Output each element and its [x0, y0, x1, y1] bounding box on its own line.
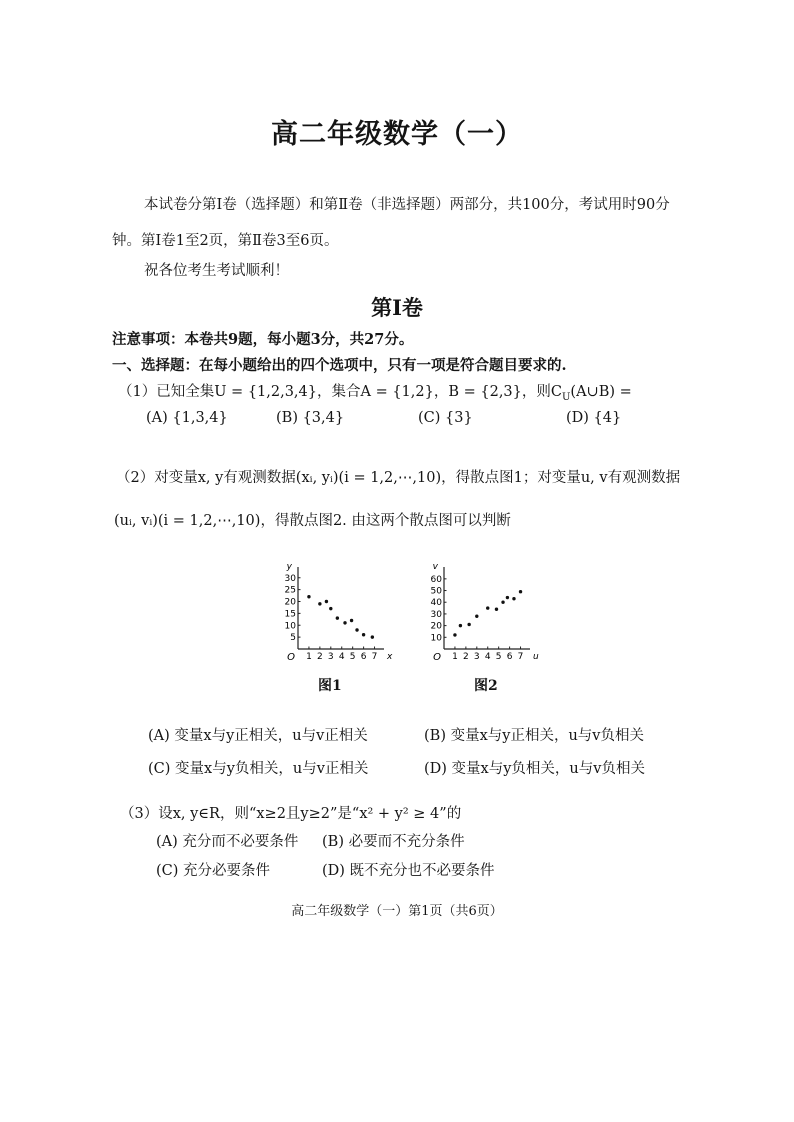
question-2-option-c: (C) 变量x与y负相关，u与v正相关 [148, 761, 369, 777]
plot2-x-tick-label-2: 3 [473, 652, 480, 662]
plot1-point-1 [318, 602, 321, 605]
question-1-option-a: (A) {1,3,4} [146, 410, 228, 426]
plot1-x-tick-label-1: 2 [316, 652, 323, 662]
plot2-y-tick-label-0: 10 [430, 633, 442, 644]
plot2-y-tick-label-1: 20 [430, 621, 442, 632]
plot2-x-tick-label-4: 5 [495, 652, 502, 662]
plot1-x-tick-label-3: 4 [338, 652, 345, 662]
question-1-stem [118, 380, 632, 403]
plot2-x-tick-label-3: 4 [484, 652, 491, 662]
question-3-option-b: (B) 必要而不充分条件 [322, 834, 465, 850]
plot1-point-6 [350, 619, 353, 622]
question-3-option-c: (C) 充分必要条件 [156, 863, 271, 879]
figure-2-caption: 图2 [474, 678, 498, 694]
plot1-point-2 [325, 600, 328, 603]
plot2-point-9 [519, 590, 522, 593]
plot1-y-tick-label-5: 30 [284, 573, 296, 584]
page-footer: 高二年级数学（一）第1页（共6页） [291, 904, 503, 919]
plot1-x-tick-label-0: 1 [306, 652, 312, 662]
question-1-stem-tail: (A∪B) = [570, 384, 632, 400]
question-3-option-a: (A) 充分而不必要条件 [156, 834, 299, 850]
question-1-option-b: (B) {3,4} [276, 410, 345, 426]
question-2-option-a: (A) 变量x与y正相关，u与v正相关 [148, 728, 368, 744]
plot2-x-tick-label-5: 6 [506, 652, 513, 662]
plot2-point-5 [495, 608, 498, 611]
plot2-x-axis-label: u [533, 652, 539, 662]
plot1-x-tick-label-5: 6 [360, 652, 367, 662]
plot1-x-tick-label-2: 3 [327, 652, 334, 662]
section-instruction: 一、选择题：在每小题给出的四个选项中，只有一项是符合题目要求的. [112, 357, 567, 374]
question-2-stem-line-1: （2）对变量x, y有观测数据(xᵢ, yᵢ)(i = 1,2,⋯,10)，得散点图1；对变量u, v有观测数据 [116, 470, 681, 486]
plot2-y-tick-label-5: 60 [430, 574, 442, 585]
plot1-x-tick-label-6: 7 [371, 652, 378, 662]
plot2-x-tick-label-1: 2 [462, 652, 469, 662]
plot2-point-4 [486, 606, 489, 609]
question-1-option-d: (D) {4} [566, 410, 622, 426]
plot2-point-8 [512, 597, 515, 600]
plot2-y-tick-label-3: 40 [430, 598, 442, 609]
page-title: 高二年级数学（一） [271, 119, 523, 150]
plot2-point-2 [467, 623, 470, 626]
section-notice: 注意事项：本卷共9题，每小题3分，共27分。 [112, 331, 414, 348]
plot1-y-tick-label-0: 5 [290, 633, 296, 644]
question-1-stem-subscript: U [561, 391, 571, 403]
plot1-point-3 [329, 607, 332, 610]
plot1-y-tick-label-3: 20 [284, 597, 296, 608]
question-2-option-d: (D) 变量x与y负相关，u与v负相关 [424, 761, 645, 777]
question-1-stem-main: （1）已知全集U = {1,2,3,4}，集合A = {1,2}，B = {2,3}，则C [118, 384, 562, 400]
plot2-x-tick-label-0: 1 [452, 652, 458, 662]
figure-1-caption: 图1 [318, 678, 342, 694]
plot2-x-tick-label-6: 7 [517, 652, 524, 662]
plot1-point-9 [371, 635, 374, 638]
intro-line-1: 本试卷分第Ⅰ卷（选择题）和第Ⅱ卷（非选择题）两部分，共100分，考试用时90分 [144, 197, 670, 213]
plot1-y-axis-label: y [286, 562, 292, 572]
plot2-point-7 [506, 596, 509, 599]
plot1-y-tick-label-2: 15 [284, 609, 296, 620]
plot1-y-tick-label-4: 25 [284, 585, 296, 596]
section-heading: 第Ⅰ卷 [371, 295, 423, 320]
plot1-y-tick-label-1: 10 [284, 621, 296, 632]
scatter-plot-1 [280, 560, 395, 665]
plot2-point-6 [501, 601, 504, 604]
plot1-point-4 [336, 616, 339, 619]
plot2-point-1 [459, 624, 462, 627]
plot1-point-7 [355, 628, 358, 631]
question-2-option-b: (B) 变量x与y正相关，u与v负相关 [424, 728, 644, 744]
plot1-point-5 [343, 621, 346, 624]
plot2-origin-label: O [433, 652, 441, 663]
plot1-point-0 [307, 595, 310, 598]
question-1-option-c: (C) {3} [418, 410, 473, 426]
plot1-origin-label: O [287, 652, 295, 663]
question-2-stem-line-2: (uᵢ, vᵢ)(i = 1,2,⋯,10)，得散点图2. 由这两个散点图可以判断 [114, 513, 511, 529]
plot2-y-axis-label: v [432, 562, 438, 572]
plot1-x-tick-label-4: 5 [349, 652, 356, 662]
plot2-point-3 [475, 615, 478, 618]
question-3-option-d: (D) 既不充分也不必要条件 [322, 863, 495, 879]
plot1-x-axis-label: x [387, 652, 393, 662]
intro-wish: 祝各位考生考试顺利！ [144, 263, 289, 279]
question-3-stem: （3）设x, y∈R，则“x≥2且y≥2”是“x² + y² ≥ 4”的 [120, 806, 462, 822]
plot2-y-tick-label-4: 50 [430, 586, 442, 597]
intro-line-2: 钟。第Ⅰ卷1至2页，第Ⅱ卷3至6页。 [112, 233, 339, 249]
plot2-point-0 [453, 633, 456, 636]
scatter-plot-2 [426, 560, 544, 665]
plot2-y-tick-label-2: 30 [430, 609, 442, 620]
plot1-point-8 [362, 633, 365, 636]
